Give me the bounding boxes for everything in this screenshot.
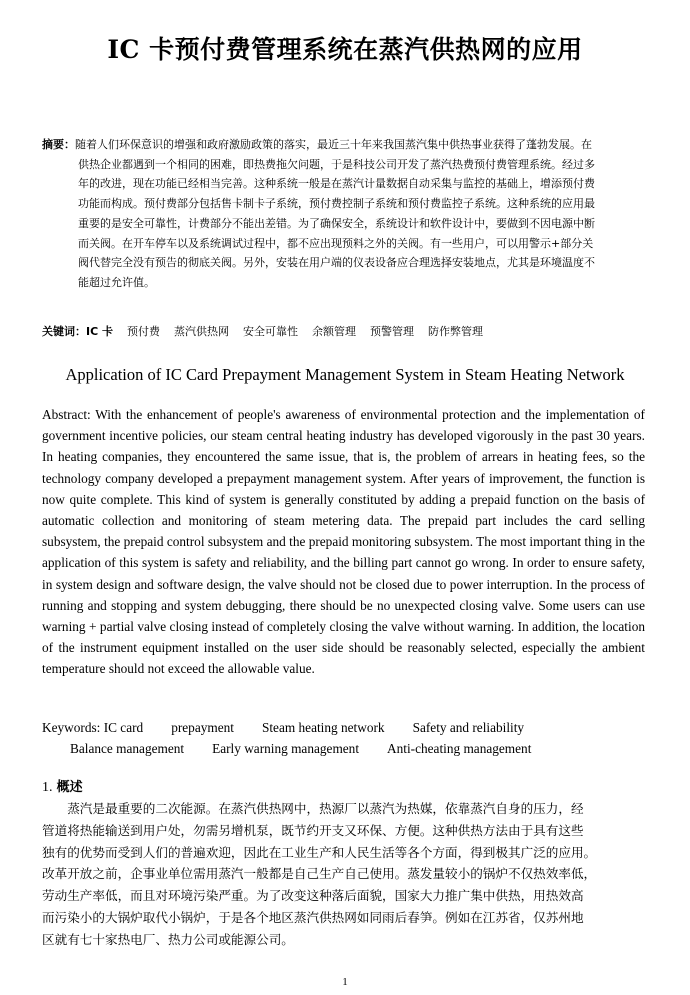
chinese-keywords bbox=[42, 323, 648, 341]
keyword: IC card bbox=[103, 720, 144, 735]
keyword: Safety and reliability bbox=[412, 720, 525, 735]
abstract-line: 而关阀。在开车停车以及系统调试过程中，都不应出现预料之外的关阀。有一些用户，可以用警示+部分关 bbox=[78, 236, 594, 250]
section-title: 概述 bbox=[56, 780, 83, 795]
body-line: 而污染小的大锅炉取代小锅炉，于是各个地区蒸汽供热网如同雨后春笋。例如在江苏省，仅苏州地 bbox=[42, 909, 584, 925]
keywords-label: Keywords: bbox=[42, 720, 101, 735]
section-heading bbox=[42, 778, 648, 798]
keywords-row bbox=[42, 717, 648, 738]
body-line: 劳动生产率低，而且对环境污染严重。为了改变这种落后面貌，国家大力推广集中供热，用热效高 bbox=[42, 888, 584, 904]
keyword: 余额管理 bbox=[312, 325, 356, 338]
body-line: 管道将热能输送到用户处，勿需另增机泵，既节约开支又环保、方便。这种供热方法由于具有这些 bbox=[42, 822, 584, 838]
chinese-abstract bbox=[42, 135, 648, 293]
abstract-line: 功能而构成。预付费部分包括售卡制卡子系统，预付费控制子系统和预付费监控子系统。这种系统的应用最 bbox=[78, 197, 595, 211]
english-keywords bbox=[42, 717, 648, 759]
keyword: 预付费 bbox=[127, 325, 160, 338]
keyword: 预警管理 bbox=[370, 325, 414, 338]
abstract-line: 摘要：随着人们环保意识的增强和政府激励政策的落实，最近三十年来我国蒸汽集中供热事业获得了蓬勃发展。在 bbox=[42, 138, 592, 151]
abstract-line: 能超过允许值。 bbox=[78, 275, 155, 289]
keyword: 蒸汽供热网 bbox=[174, 325, 229, 338]
keyword: IC 卡 bbox=[86, 325, 113, 338]
keyword: Early warning management bbox=[212, 741, 360, 756]
keyword: prepayment bbox=[171, 720, 234, 735]
paper-title: IC 卡预付费管理系统在蒸汽供热网的应用 bbox=[107, 35, 583, 64]
english-abstract: Abstract: With the enhancement of people's awareness of environmental protection and the implementation of government incentive policies, our steam central heating industry has developed vigorously in the past 30 years. In heating companies, they encountered the same issue, that is, the problem of arrears in heating fees, so the technology company developed a prepayment management system. After years of improvement, the function is now quite complete. This kind of system is generally constituted by adding a prepaid function on the basis of automatic collection and monitoring of steam metering data. The prepaid part includes the card selling subsystem, the prepaid control subsystem and the prepaid monitoring subsystem. The most important thing in the application of this system is safety and reliability, and the billing part cannot go wrong. In order to ensure safety, in system design and software design, the valve should not be closed due to power interruption. In the process of running and stopping and system debugging, there should be no unexpected closing valve. Some users can use warning + partial valve closing instead of completely closing the valve without warning. In addition, the location of the instrument equipment installed on the user side should be reasonably selected, especially the ambient temperature should not exceed the allowable value. bbox=[42, 407, 645, 677]
keyword: 安全可靠性 bbox=[243, 325, 298, 338]
keyword: 防作弊管理 bbox=[428, 325, 483, 338]
keywords-label: 关键词： bbox=[42, 325, 86, 338]
keyword: Steam heating network bbox=[261, 720, 385, 735]
page-number: 1 bbox=[342, 976, 348, 988]
keyword: Anti-cheating management bbox=[387, 741, 532, 756]
abstract-line: 重要的是安全可靠性，计费部分不能出差错。为了确保安全，系统设计和软件设计中，要做到不因电源中断 bbox=[78, 216, 595, 230]
body-line: 改革开放之前，企事业单位需用蒸汽一般都是自己生产自己使用。蒸发量较小的锅炉不仅热效率低， bbox=[42, 866, 597, 882]
body-line: 独有的优势而受到人们的普遍欢迎，因此在工业生产和人民生活等各个方面，得到极其广泛的应用。 bbox=[42, 844, 597, 860]
abstract-label: 摘要： bbox=[42, 138, 75, 151]
abstract-line: 阀代替完全没有预告的彻底关阀。另外，安装在用户端的仪表设备应合理选择安装地点，尤其是环境温度不 bbox=[78, 256, 595, 270]
section-body bbox=[42, 798, 648, 951]
body-line: 蒸汽是最重要的二次能源。在蒸汽供热网中，热源厂以蒸汽为热媒，依靠蒸汽自身的压力，经 bbox=[42, 801, 584, 816]
abstract-line: 供热企业都遇到一个相同的困难，即热费拖欠问题，于是科技公司开发了蒸汽热费预付费管理系统。经过多 bbox=[78, 157, 595, 171]
body-line: 区就有七十家热电厂、热力公司或能源公司。 bbox=[42, 931, 294, 947]
section-number: 1. bbox=[42, 780, 53, 795]
abstract-line: 年的改进，现在功能已经相当完善。这种系统一般是在蒸汽计量数据自动采集与监控的基础上，增添预付费 bbox=[78, 177, 595, 191]
english-title: Application of IC Card Prepayment Management System in Steam Heating Network bbox=[65, 365, 625, 384]
keywords-row bbox=[42, 738, 648, 759]
keyword: Balance management bbox=[70, 741, 185, 756]
